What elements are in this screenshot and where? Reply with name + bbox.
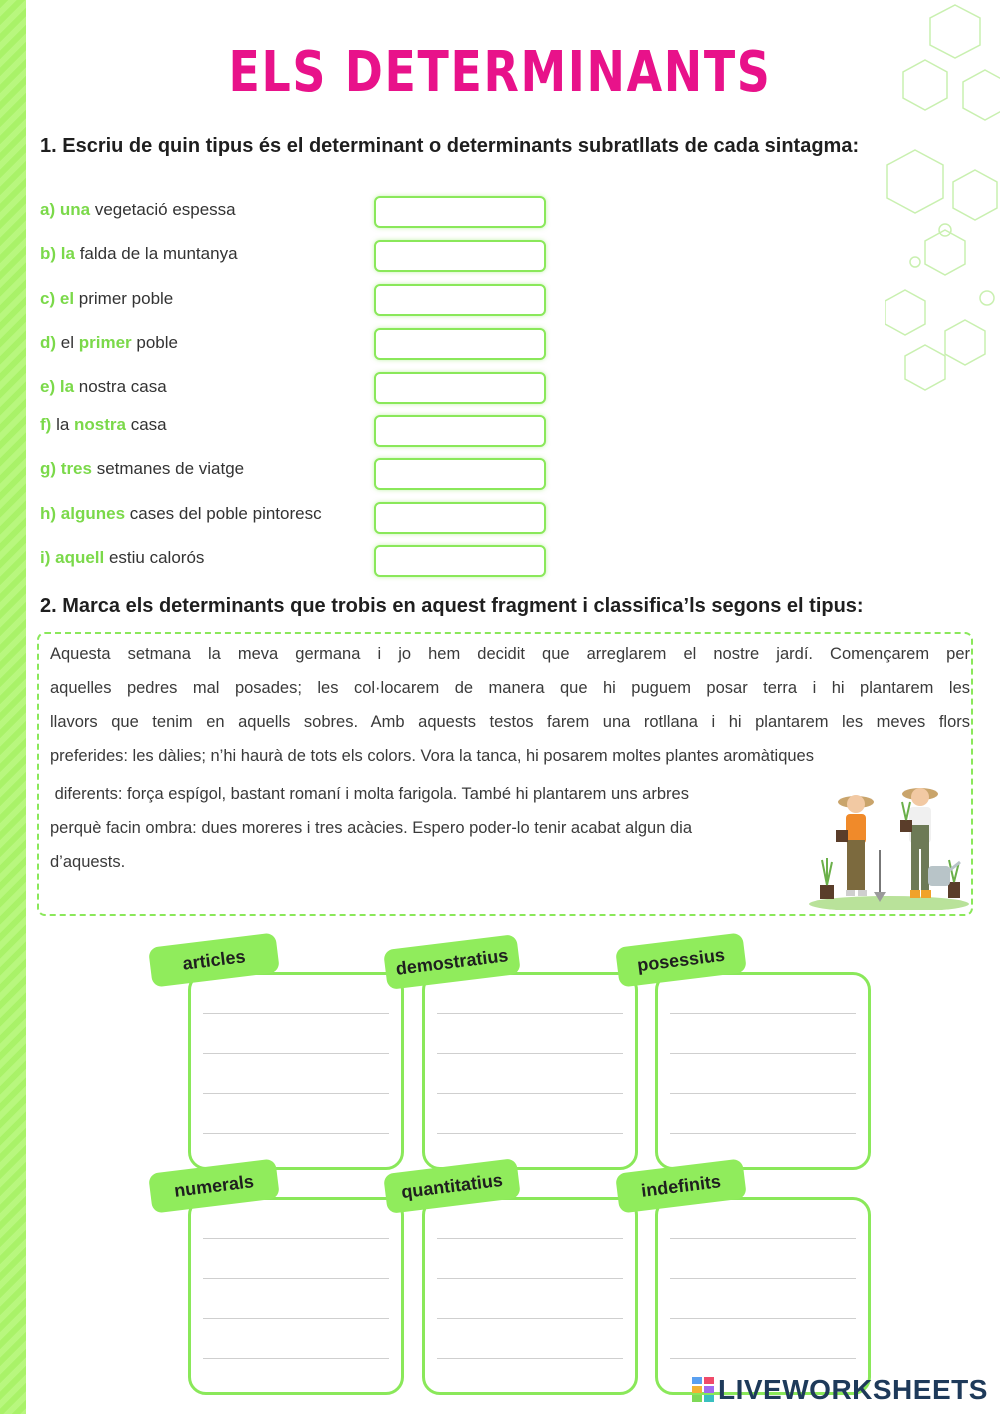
category-label-articles: articles	[148, 932, 280, 987]
fragment-line[interactable]: diferents: força espígol, bastant romaní i molta farigola. També hi plantarem uns arbres	[50, 785, 689, 803]
brand-text: LIVEWORKSHEETS	[718, 1374, 988, 1405]
fragment-line[interactable]: perquè facin ombra: dues moreres i tres acàcies. Espero poder-lo tenir acabat algun dia	[50, 819, 693, 837]
answer-box-h[interactable]	[374, 502, 546, 534]
category-label-posessius: posessius	[615, 932, 747, 987]
decorative-left-strip	[0, 0, 26, 1414]
answer-box-g[interactable]	[374, 458, 546, 490]
page-title: ELS DETERMINANTS	[228, 40, 772, 105]
category-box-indefinits	[655, 1197, 871, 1395]
liveworksheets-logo-icon	[692, 1377, 714, 1403]
gardeners-illustration	[808, 780, 970, 910]
category-box-numerals	[188, 1197, 404, 1395]
answer-box-d[interactable]	[374, 328, 546, 360]
fragment-line[interactable]: llavors que tenim en aquells sobres. Amb aquests testos farem una rotllana i hi plantarem les meves flors	[50, 713, 970, 731]
category-label-numerals: numerals	[148, 1158, 280, 1213]
item-e: e) la nostra casa	[40, 377, 167, 396]
item-g: g) tres setmanes de viatge	[40, 459, 245, 478]
category-label-quantitatius: quantitatius	[383, 1158, 521, 1214]
fragment-line[interactable]: Aquesta setmana la meva germana i jo hem decidit que arreglarem el nostre jardí. Començarem per	[50, 645, 970, 663]
liveworksheets-logo	[692, 1374, 988, 1406]
answer-box-f[interactable]	[374, 415, 546, 447]
category-box-articles	[188, 972, 404, 1170]
item-i: i) aquell estiu calorós	[40, 548, 205, 567]
item-h: h) algunes cases del poble pintoresc	[40, 504, 322, 523]
item-f: f) la nostra casa	[40, 415, 167, 434]
item-c: c) el primer poble	[40, 289, 174, 308]
item-b: b) la falda de la muntanya	[40, 244, 238, 263]
category-box-demostratius	[422, 972, 638, 1170]
answer-box-b[interactable]	[374, 240, 546, 272]
item-a: a) una vegetació espessa	[40, 200, 236, 219]
item-d: d) el primer poble	[40, 333, 178, 352]
category-label-demostratius: demostratius	[383, 934, 521, 990]
category-box-quantitatius	[422, 1197, 638, 1395]
category-label-indefinits: indefinits	[615, 1158, 747, 1213]
question-1-heading: 1. Escriu de quin tipus és el determinant o determinants subratllats de cada sintagma:	[40, 135, 860, 157]
answer-box-a[interactable]	[374, 196, 546, 228]
answer-box-e[interactable]	[374, 372, 546, 404]
question-2-heading: 2. Marca els determinants que trobis en aquest fragment i classifica’ls segons el tipus:	[40, 595, 864, 617]
fragment-line[interactable]: aquelles pedres mal posades; les col·locarem de manera que hi puguem posar terra i hi plantarem les	[50, 679, 970, 697]
answer-box-i[interactable]	[374, 545, 546, 577]
fragment-line[interactable]: d’aquests.	[50, 853, 126, 871]
answer-box-c[interactable]	[374, 284, 546, 316]
category-box-posessius	[655, 972, 871, 1170]
fragment-line[interactable]: preferides: les dàlies; n’hi haurà de tots els colors. Vora la tanca, hi posarem moltes plantes aromàtiques	[50, 747, 814, 765]
